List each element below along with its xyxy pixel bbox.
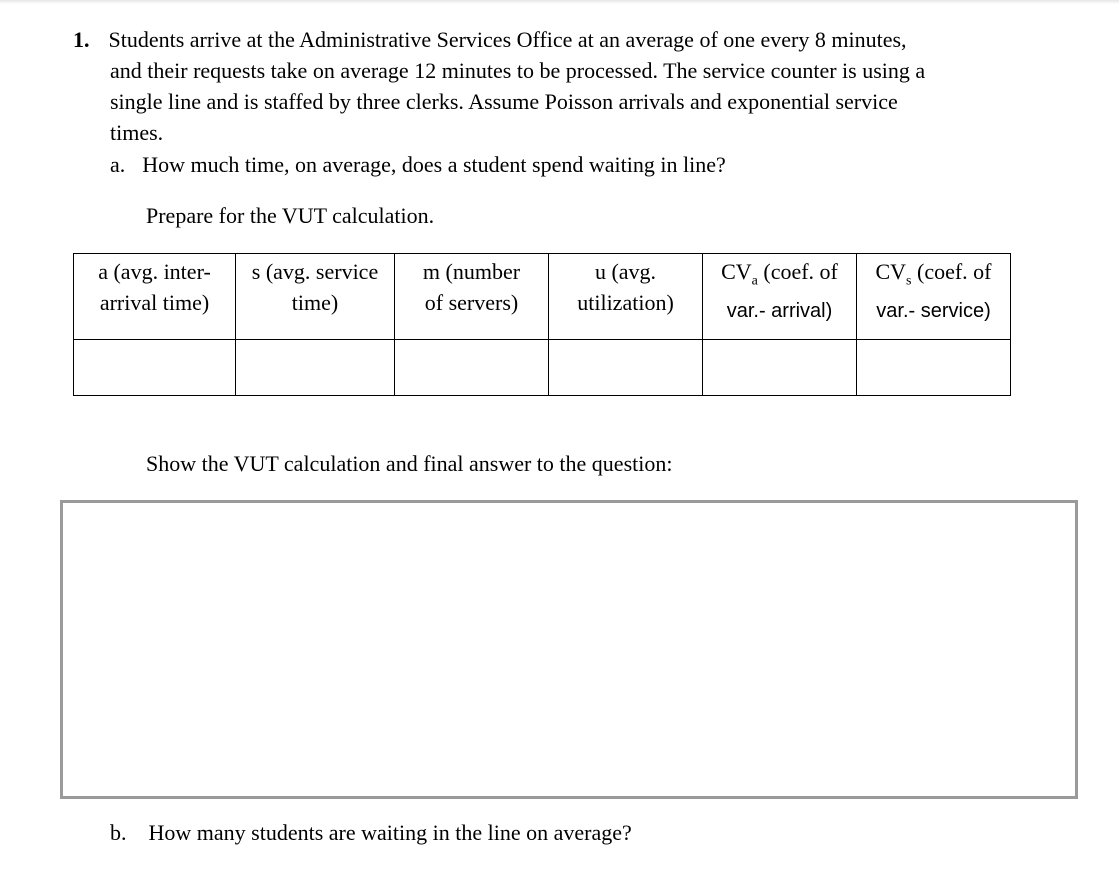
part-b-line: [110, 820, 632, 846]
part-a-label: a.: [110, 152, 126, 177]
question-line-1: [73, 27, 907, 53]
value-cell-u[interactable]: [549, 340, 703, 396]
vut-table: [73, 253, 1011, 396]
prepare-vut-text: Prepare for the VUT calculation.: [146, 203, 435, 228]
value-cell-s[interactable]: [236, 340, 395, 396]
header-cv-service: $CV_s$ (coef. of var.- service): [857, 254, 1011, 340]
top-border: [0, 0, 1119, 4]
question-line-2: and their requests take on average 12 minutes to be processed. The service counter is using a: [110, 58, 926, 83]
value-cell-cvs[interactable]: [857, 340, 1011, 396]
vut-header-row: [74, 254, 1011, 340]
header-cv-arrival: $CV_a$ (coef. of var.- arrival): [703, 254, 857, 340]
part-b-question: How many students are waiting in the line on average?: [148, 820, 632, 845]
answer-box[interactable]: [60, 500, 1078, 799]
question-text-1: Students arrive at the Administrative Services Office at an average of one every 8 minutes,: [108, 27, 907, 52]
header-servers: m (number of servers): [395, 254, 549, 340]
question-number: 1.: [73, 27, 90, 52]
question-line-4: times.: [110, 120, 164, 145]
header-utilization: u (avg. utilization): [549, 254, 703, 340]
show-calculation-prompt: Show the VUT calculation and final answer to the question:: [146, 451, 673, 476]
vut-value-row: [74, 340, 1011, 396]
value-cell-a[interactable]: [74, 340, 236, 396]
part-a-question: How much time, on average, does a student spend waiting in line?: [142, 152, 726, 177]
value-cell-m[interactable]: [395, 340, 549, 396]
value-cell-cva[interactable]: [703, 340, 857, 396]
part-b-label: b.: [110, 820, 127, 845]
header-service-time: s (avg. service time): [236, 254, 395, 340]
header-inter-arrival: a (avg. inter- arrival time): [74, 254, 236, 340]
question-line-3: single line and is staffed by three clerks. Assume Poisson arrivals and exponential service: [110, 89, 898, 114]
part-a-line: [110, 152, 726, 178]
